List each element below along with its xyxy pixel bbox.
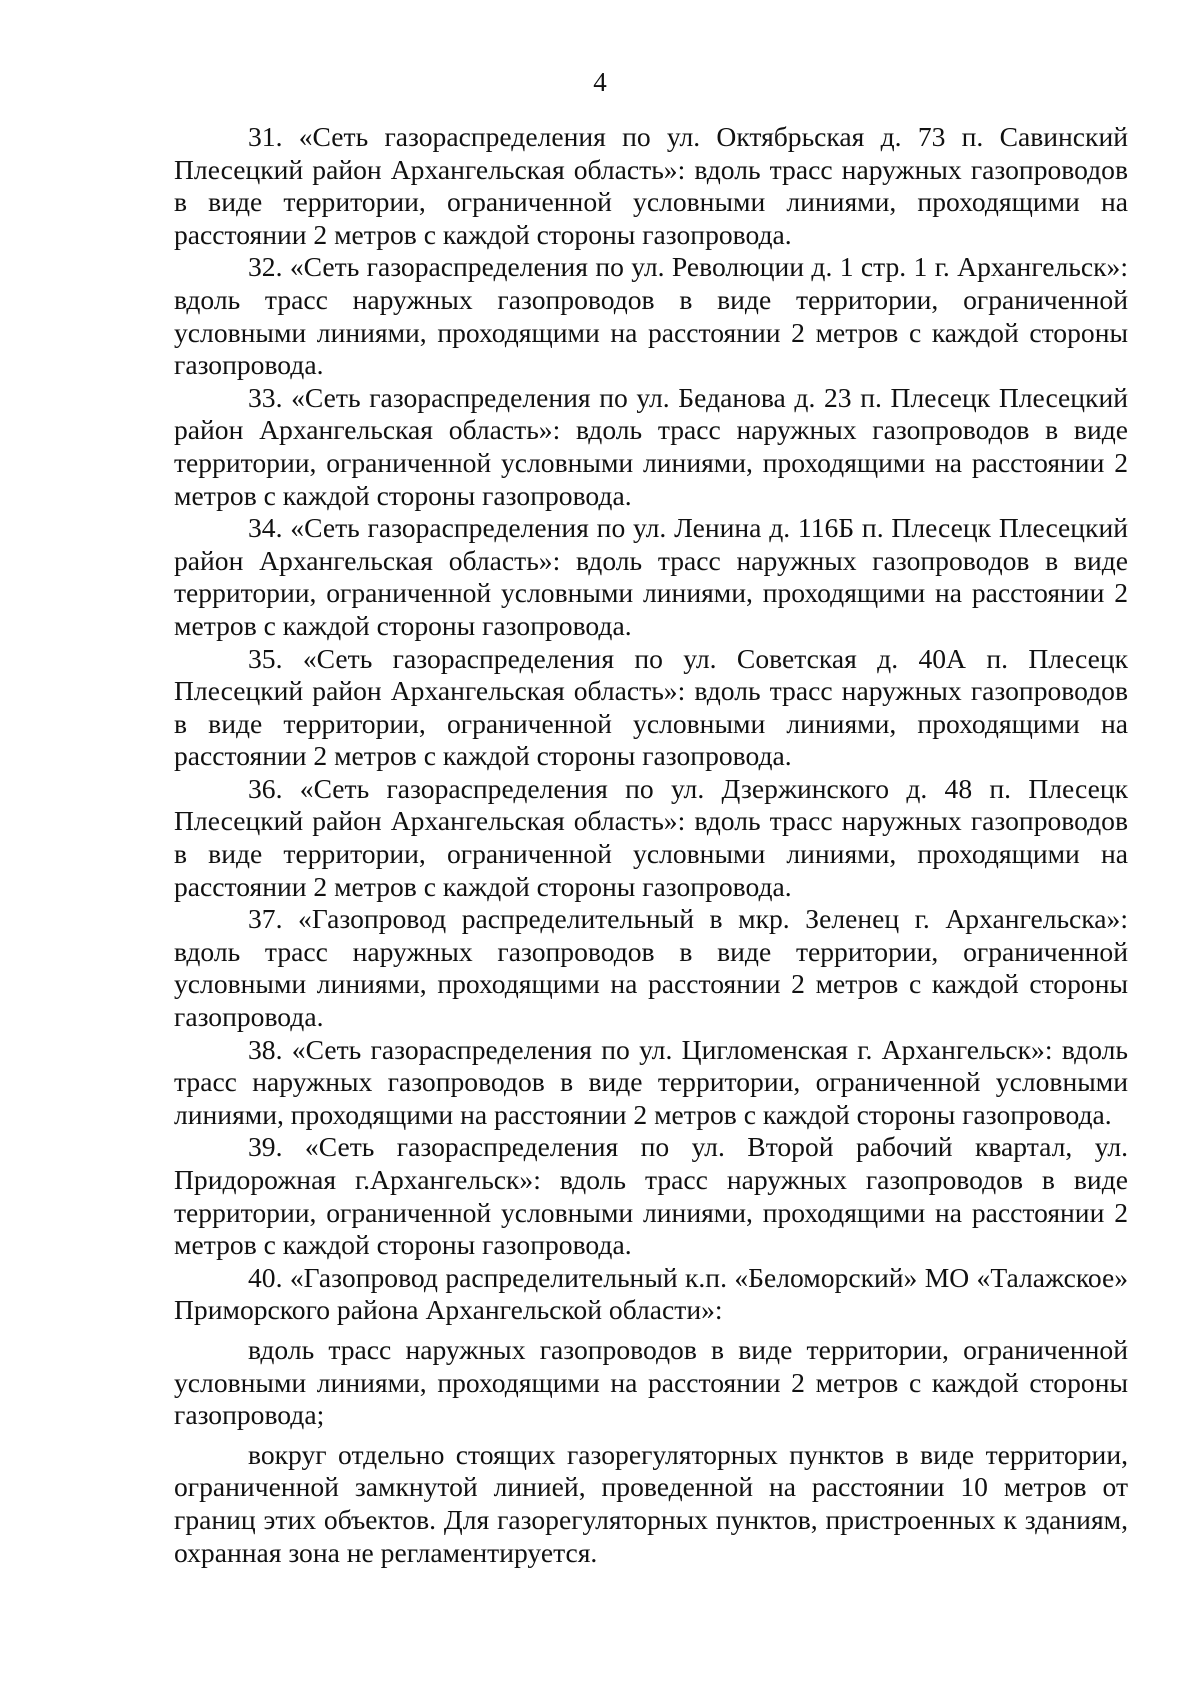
paragraph-37: 37. «Газопровод распределительный в мкр. Зеленец г. Архангельска»: вдоль трасс наружных газопроводов в виде территории, ограниченной условными линиями, проходящими на расстоянии 2 метров с каждой стороны газопровода.: [174, 903, 1128, 1033]
paragraph-35: 35. «Сеть газораспределения по ул. Советская д. 40А п. Плесецк Плесецкий район Архангельская область»: вдоль трасс наружных газопроводов в виде территории, ограниченной условными линиями, проходящими на расстоянии 2 метров с каждой стороны газопровода.: [174, 642, 1128, 772]
paragraph-39: 39. «Сеть газораспределения по ул. Второй рабочий квартал, ул. Придорожная г.Архангельск»: вдоль трасс наружных газопроводов в виде территории, ограниченной условными линиями, проходящими на расстоянии 2 метров с каждой стороны газопровода.: [174, 1131, 1128, 1261]
paragraph-40: 40. «Газопровод распределительный к.п. «Беломорский» МО «Талажское» Приморского района Архангельской области»:: [174, 1261, 1128, 1326]
paragraph-36: 36. «Сеть газораспределения по ул. Дзержинского д. 48 п. Плесецк Плесецкий район Архангельская область»: вдоль трасс наружных газопроводов в виде территории, ограниченной условными линиями, проходящими на расстоянии 2 метров с каждой стороны газопровода.: [174, 772, 1128, 902]
paragraph-31: 31. «Сеть газораспределения по ул. Октябрьская д. 73 п. Савинский Плесецкий район Архангельская область»: вдоль трасс наружных газопроводов в виде территории, ограниченной условными линиями, проходящими на расстоянии 2 метров с каждой стороны газопровода.: [174, 121, 1128, 250]
document-body: [174, 121, 1128, 1569]
paragraph-40-pipelines-clause: вдоль трасс наружных газопроводов в виде территории, ограниченной условными линиями, проходящими на расстоянии 2 метров с каждой стороны газопровода;: [174, 1333, 1128, 1431]
page-number: 4: [593, 67, 607, 97]
paragraph-40-regulator-points-clause: вокруг отдельно стоящих газорегуляторных пунктов в виде территории, ограниченной замкнутой линией, проведенной на расстоянии 10 метров от границ этих объектов. Для газорегуляторных пунктов, пристроенных к зданиям, охранная зона не регламентируется.: [174, 1438, 1128, 1568]
paragraph-34: 34. «Сеть газораспределения по ул. Ленина д. 116Б п. Плесецк Плесецкий район Архангельская область»: вдоль трасс наружных газопроводов в виде территории, ограниченной условными линиями, проходящими на расстоянии 2 метров с каждой стороны газопровода.: [174, 512, 1128, 641]
paragraph-32: 32. «Сеть газораспределения по ул. Революции д. 1 стр. 1 г. Архангельск»: вдоль трасс наружных газопроводов в виде территории, ограниченной условными линиями, проходящими на расстоянии 2 метров с каждой стороны газопровода.: [174, 251, 1128, 381]
paragraph-38: 38. «Сеть газораспределения по ул. Цигломенская г. Архангельск»: вдоль трасс наружных газопроводов в виде территории, ограниченной условными линиями, проходящими на расстоянии 2 метров с каждой стороны газопровода.: [174, 1033, 1128, 1130]
paragraph-33: 33. «Сеть газораспределения по ул. Беданова д. 23 п. Плесецк Плесецкий район Архангельская область»: вдоль трасс наружных газопроводов в виде территории, ограниченной условными линиями, проходящими на расстоянии 2 метров с каждой стороны газопровода.: [174, 381, 1128, 511]
